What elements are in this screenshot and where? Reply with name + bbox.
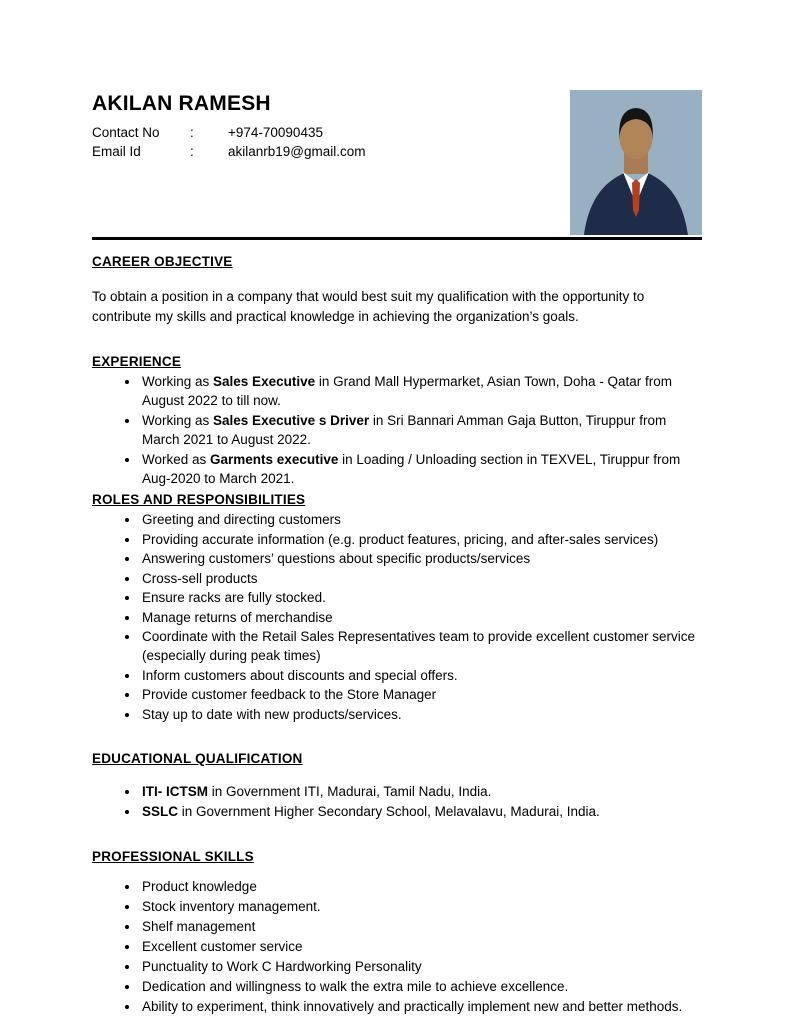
role-item: • Provide customer feedback to the Store Manager [140,685,702,704]
role-item: • Inform customers about discounts and special offers. [140,666,702,685]
experience-list [92,372,702,488]
role-item: • Answering customers’ questions about specific products/services [140,549,702,568]
skill-item: • Punctuality to Work C Hardworking Personality [140,957,702,976]
experience-item-detail: in Loading / Unloading section in TEXVEL, Tiruppur from Aug-2020 to March 2021. [142,452,681,486]
experience-item-role: Sales Executive [213,374,316,389]
skill-item: • Dedication and willingness to walk the extra mile to achieve excellence. [140,977,702,996]
candidate-photo [570,90,702,235]
section-experience [92,354,702,488]
role-item: • Cross-sell products [140,569,702,588]
education-item [140,782,702,801]
section-professional-skills [92,849,702,1016]
contact-separator: : [190,125,194,140]
career-objective-text: To obtain a position in a company that would best suit my qualification with the opportunity to contribute my skills and practical knowledge in achieving the organization’s goals. [92,289,645,324]
experience-item-detail: in Grand Mall Hypermarket, Asian Town, Doha - Qatar from August 2022 to till now. [142,374,672,408]
experience-item-role: Sales Executive s Driver [213,413,370,428]
experience-item [140,450,702,488]
roles-title: ROLES AND RESPONSIBILITIES [92,492,306,507]
candidate-name: AKILAN RAMESH [92,92,271,115]
skill-item: • Shelf management [140,917,702,936]
education-item [140,802,702,821]
roles-list [92,510,702,724]
header-divider [92,237,702,240]
skill-item: • Product knowledge [140,877,702,896]
skill-item: • Stock inventory management. [140,897,702,916]
experience-item [140,372,702,410]
email-separator: : [190,144,194,159]
experience-item-prefix: Working as [142,374,214,389]
experience-title: EXPERIENCE [92,354,182,369]
role-item: • Ensure racks are fully stocked. [140,588,702,607]
education-item-degree: ITI- ICTSM [142,783,208,799]
skills-list [92,877,702,1016]
email-value: akilanrb19@gmail.com [228,144,366,159]
resume-header [92,92,702,235]
section-career-objective [92,254,702,327]
skill-item: • Excellent customer service [140,937,702,956]
experience-item [140,411,702,449]
experience-item-prefix: Working as [142,413,214,428]
skill-item: • Ability to experiment, think innovatively and practically implement new and better methods. [140,997,702,1016]
contact-label: Contact No [92,125,160,140]
role-item: • Manage returns of merchandise [140,608,702,627]
education-item-detail: in Government ITI, Madurai, Tamil Nadu, India. [208,783,492,799]
experience-item-prefix: Worked as [142,452,211,467]
education-list [92,782,702,821]
email-label: Email Id [92,144,141,159]
role-item: • Providing accurate information (e.g. product features, pricing, and after-sales services) [140,530,702,549]
skills-title: PROFESSIONAL SKILLS [92,848,254,864]
role-item: • Coordinate with the Retail Sales Representatives team to provide excellent customer service (especially during peak times) [140,627,702,665]
role-item: • Greeting and directing customers [140,510,702,529]
experience-item-detail: in Sri Bannari Amman Gaja Button, Tiruppur from March 2021 to August 2022. [142,413,667,447]
education-title: EDUCATIONAL QUALIFICATION [92,750,303,766]
contact-value: +974-70090435 [228,125,323,140]
section-educational-qualification [92,751,702,821]
role-item: • Stay up to date with new products/services. [140,705,702,724]
section-roles-responsibilities [92,492,702,724]
candidate-photo-graphic [570,90,702,235]
experience-item-role: Garments executive [210,452,339,467]
career-objective-title: CAREER OBJECTIVE [92,254,233,269]
education-item-degree: SSLC [142,803,179,819]
education-item-detail: in Government Higher Secondary School, Melavalavu, Madurai, India. [178,803,600,819]
